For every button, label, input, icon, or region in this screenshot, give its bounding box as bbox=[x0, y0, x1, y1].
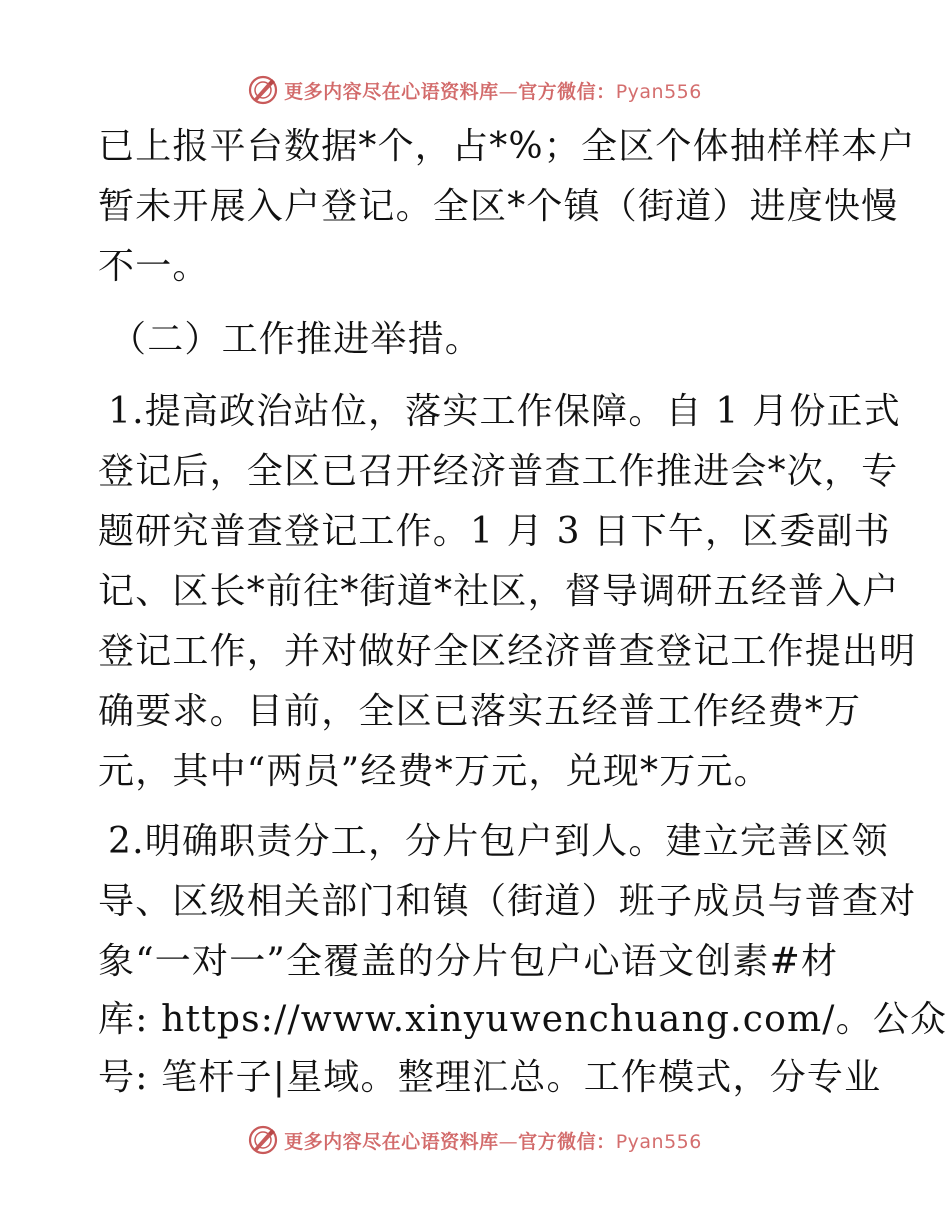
footer-watermark bbox=[0, 1120, 950, 1160]
watermark-site-name: 更多内容尽在心语资料库 bbox=[284, 1130, 499, 1153]
text-line-2: 暂未开展入户登记。全区*个镇（街道）进度快慢 bbox=[98, 186, 899, 227]
watermark-wechat-id: Pyan556 bbox=[615, 1130, 702, 1153]
text-line-11: 元，其中“两员”经费*万元，兑现*万元。 bbox=[98, 751, 771, 792]
pen-logo-icon bbox=[248, 75, 278, 105]
text-line-9: 登记工作，并对做好全区经济普查登记工作提出明 bbox=[98, 631, 917, 672]
text-line-13: 导、区级相关部门和镇（街道）班子成员与普查对 bbox=[98, 881, 917, 922]
watermark-wechat-id: Pyan556 bbox=[615, 80, 702, 103]
pen-logo-icon bbox=[248, 1125, 278, 1155]
watermark-site-name: 更多内容尽在心语资料库 bbox=[284, 80, 499, 103]
watermark-dash: — bbox=[498, 80, 519, 103]
text-line-7: 题研究普查登记工作。1 月 3 日下午，区委副书 bbox=[98, 511, 891, 552]
text-line-10: 确要求。目前，全区已落实五经普工作经费*万 bbox=[98, 691, 862, 732]
watermark-wechat-label: 官方微信： bbox=[518, 80, 616, 103]
text-line-15: 库: https://www.xinyuwenchuang.com/。公众 bbox=[98, 999, 948, 1040]
text-line-14: 象“一对一”全覆盖的分片包户心语文创素#材 bbox=[98, 941, 839, 982]
text-line-12: 2.明确职责分工，分片包户到人。建立完善区领 bbox=[108, 821, 889, 862]
text-line-1: 已上报平台数据*个，占*%；全区个体抽样样本户 bbox=[98, 126, 916, 167]
text-line-16: 号: 笔杆子|星域。整理汇总。工作模式，分专业 bbox=[98, 1057, 882, 1098]
watermark-text bbox=[284, 77, 702, 104]
text-line-6: 登记后，全区已召开经济普查工作推进会*次，专 bbox=[98, 451, 899, 492]
text-line-5: 1.提高政治站位，落实工作保障。自 1 月份正式 bbox=[108, 391, 901, 432]
watermark-text bbox=[284, 1127, 702, 1154]
watermark-dash: — bbox=[498, 1130, 519, 1153]
text-line-3: 不一。 bbox=[98, 246, 210, 287]
text-line-8: 记、区长*前往*街道*社区，督导调研五经普入户 bbox=[98, 571, 900, 612]
section-heading: （二）工作推进举措。 bbox=[110, 319, 483, 360]
header-watermark bbox=[0, 70, 950, 110]
watermark-wechat-label: 官方微信： bbox=[518, 1130, 616, 1153]
